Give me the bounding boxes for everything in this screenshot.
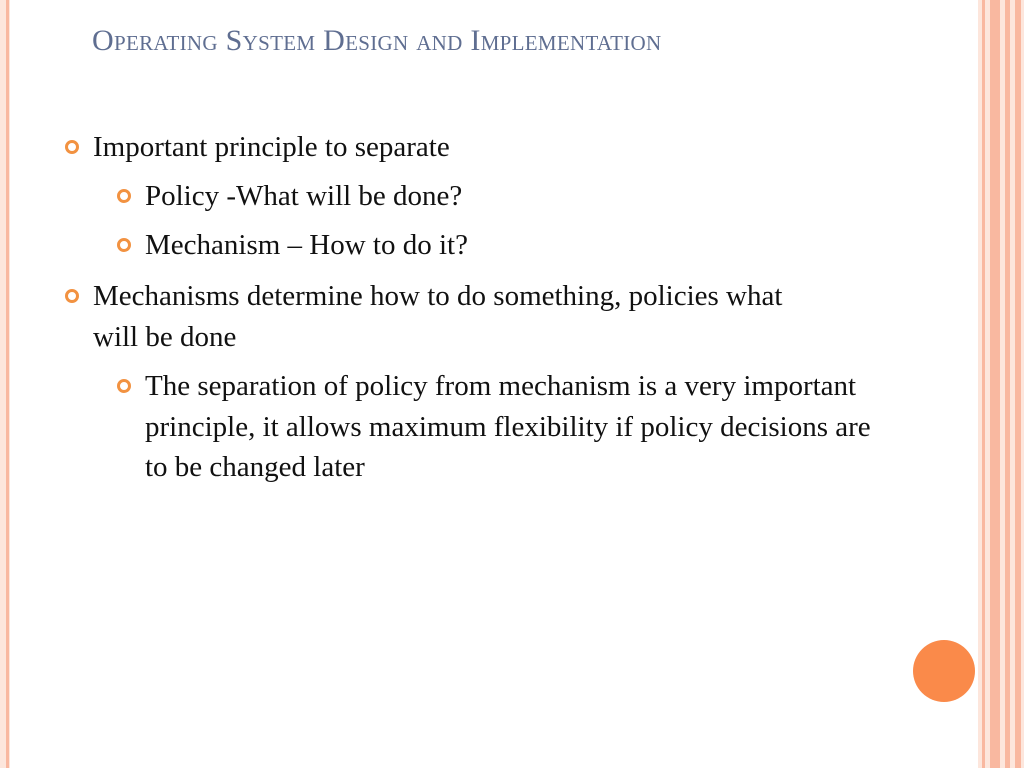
left-edge-decoration <box>0 0 10 768</box>
bullet-ring-icon <box>117 189 131 203</box>
right-edge-stripe <box>982 0 985 768</box>
accent-circle <box>913 640 975 702</box>
bullet-text: Important principle to separate <box>93 131 450 163</box>
bullet-ring-icon <box>117 379 131 393</box>
bullet-text: Mechanisms determine how to do something, policies what will be done <box>93 280 783 353</box>
slide-title: Operating System Design and Implementation <box>92 24 662 57</box>
right-edge-stripe <box>1015 0 1021 768</box>
bullet-ring-icon <box>65 289 79 303</box>
right-edge-decoration <box>978 0 1024 768</box>
sub-bullet-item <box>145 225 905 266</box>
right-edge-stripe <box>1005 0 1010 768</box>
bullet-text: Mechanism – How to do it? <box>145 229 468 261</box>
sub-bullet-item <box>145 366 875 488</box>
sub-bullet-item <box>145 176 905 217</box>
bullet-text: The separation of policy from mechanism is a very important principle, it allows maximum flexibility if policy decisions are to be changed later <box>145 370 871 483</box>
left-edge-stripe <box>6 0 9 768</box>
right-edge-stripe <box>990 0 1000 768</box>
bullet-ring-icon <box>117 238 131 252</box>
bullet-item <box>93 127 873 168</box>
bullet-ring-icon <box>65 140 79 154</box>
bullet-text: Policy -What will be done? <box>145 180 463 212</box>
bullet-item <box>93 276 833 357</box>
